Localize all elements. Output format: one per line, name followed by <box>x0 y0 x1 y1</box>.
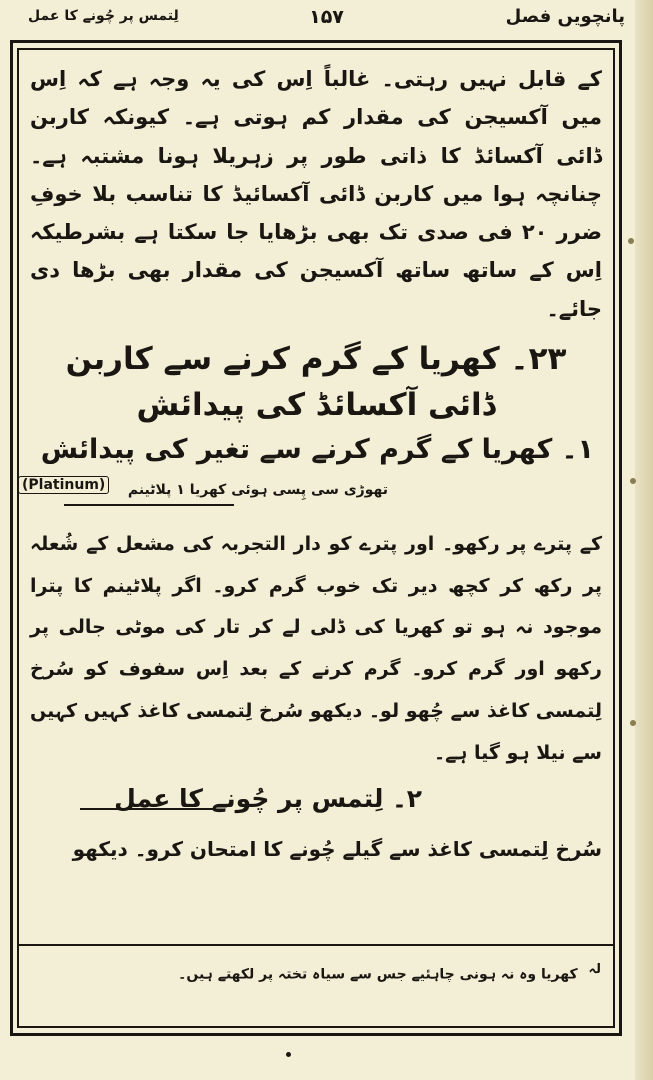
paragraph-experiment: کے پترے پر رکھو۔ اور پترے کو دار التجربہ کی مشعل کے شُعلہ پر رکھ کر کچھ دیر تک خوب گرم کرو۔ اگر پلاٹینم کا پترا موجود نہ ہو تو کھریا کی ڈلی لے کر تار کی موٹی جالی پر رکھو اور گرم کرو۔ گرم کرنے کے بعد اِس سفوف کو سُرخ لِتمسی کاغذ سے چُھو لو۔ دیکھو سُرخ لِتمسی کاغذ کہیں کہیں سے نیلا ہو گیا ہے۔ <box>30 533 602 764</box>
chapter-title: پانچویں فصل <box>505 6 625 27</box>
subheading-litmus-lime: ۲۔ لِتمس پر چُونے کا عمل <box>114 784 422 814</box>
binding-hole <box>630 720 636 726</box>
paragraph-carbon-dioxide: کے قابل نہیں رہتی۔ غالباً اِس کی یہ وجہ ہے کہ اِس میں آکسیجن کی مقدار کم ہوتی ہے۔ کیونکہ کاربن ڈائی آکسائڈ کا ذاتی طور پر زہریلا ہونا مشتبہ ہے۔ چنانچہ ہوا میں کاربن ڈائی آکسائیڈ کا تناسب بلا خوفِ ضرر ۲۰ فی صدی تک بھی بڑھایا جا سکتا ہے بشرطیکہ اِس کے ساتھ ساتھ آکسیجن کی مقدار بھی بڑھا دی جائے۔ <box>30 67 603 321</box>
paragraph-litmus-test: سُرخ لِتمسی کاغذ سے گیلے چُونے کا امتحان کرو۔ دیکھو <box>72 837 602 862</box>
page-content <box>22 60 603 866</box>
footnote-rule <box>17 944 615 946</box>
aside-rule <box>64 504 234 506</box>
section-title: لِتمس پر چُونے کا عمل <box>28 8 179 24</box>
footnote-text: کھریا وہ نہ ہونی چاہئیے جس سے سیاہ تختہ پر لکھتے ہیں۔ <box>178 966 578 983</box>
footnote <box>120 962 601 983</box>
subheading-row <box>30 784 602 828</box>
page-number: ۱۵۷ <box>309 6 344 28</box>
platinum-label: (Platinum) <box>18 476 109 494</box>
section-heading: ۲۳۔ کھریا کے گرم کرنے سے کاربن ڈائی آکسائڈ کی پیدائش <box>65 341 567 424</box>
aside-row <box>22 476 602 520</box>
binding-hole <box>628 238 634 244</box>
binding-hole <box>630 478 636 484</box>
running-head <box>28 6 625 34</box>
aside-note: تھوڑی سی پِسی ہوئی کھریا ۱ پلاٹینم <box>127 482 388 499</box>
paper-edge <box>635 0 653 1080</box>
print-dot <box>286 1052 291 1057</box>
footnote-marker: لہ <box>588 962 601 977</box>
subheading-heating-chalk: ۱۔ کھریا کے گرم کرنے سے تغیر کی پیدائش <box>40 434 594 466</box>
